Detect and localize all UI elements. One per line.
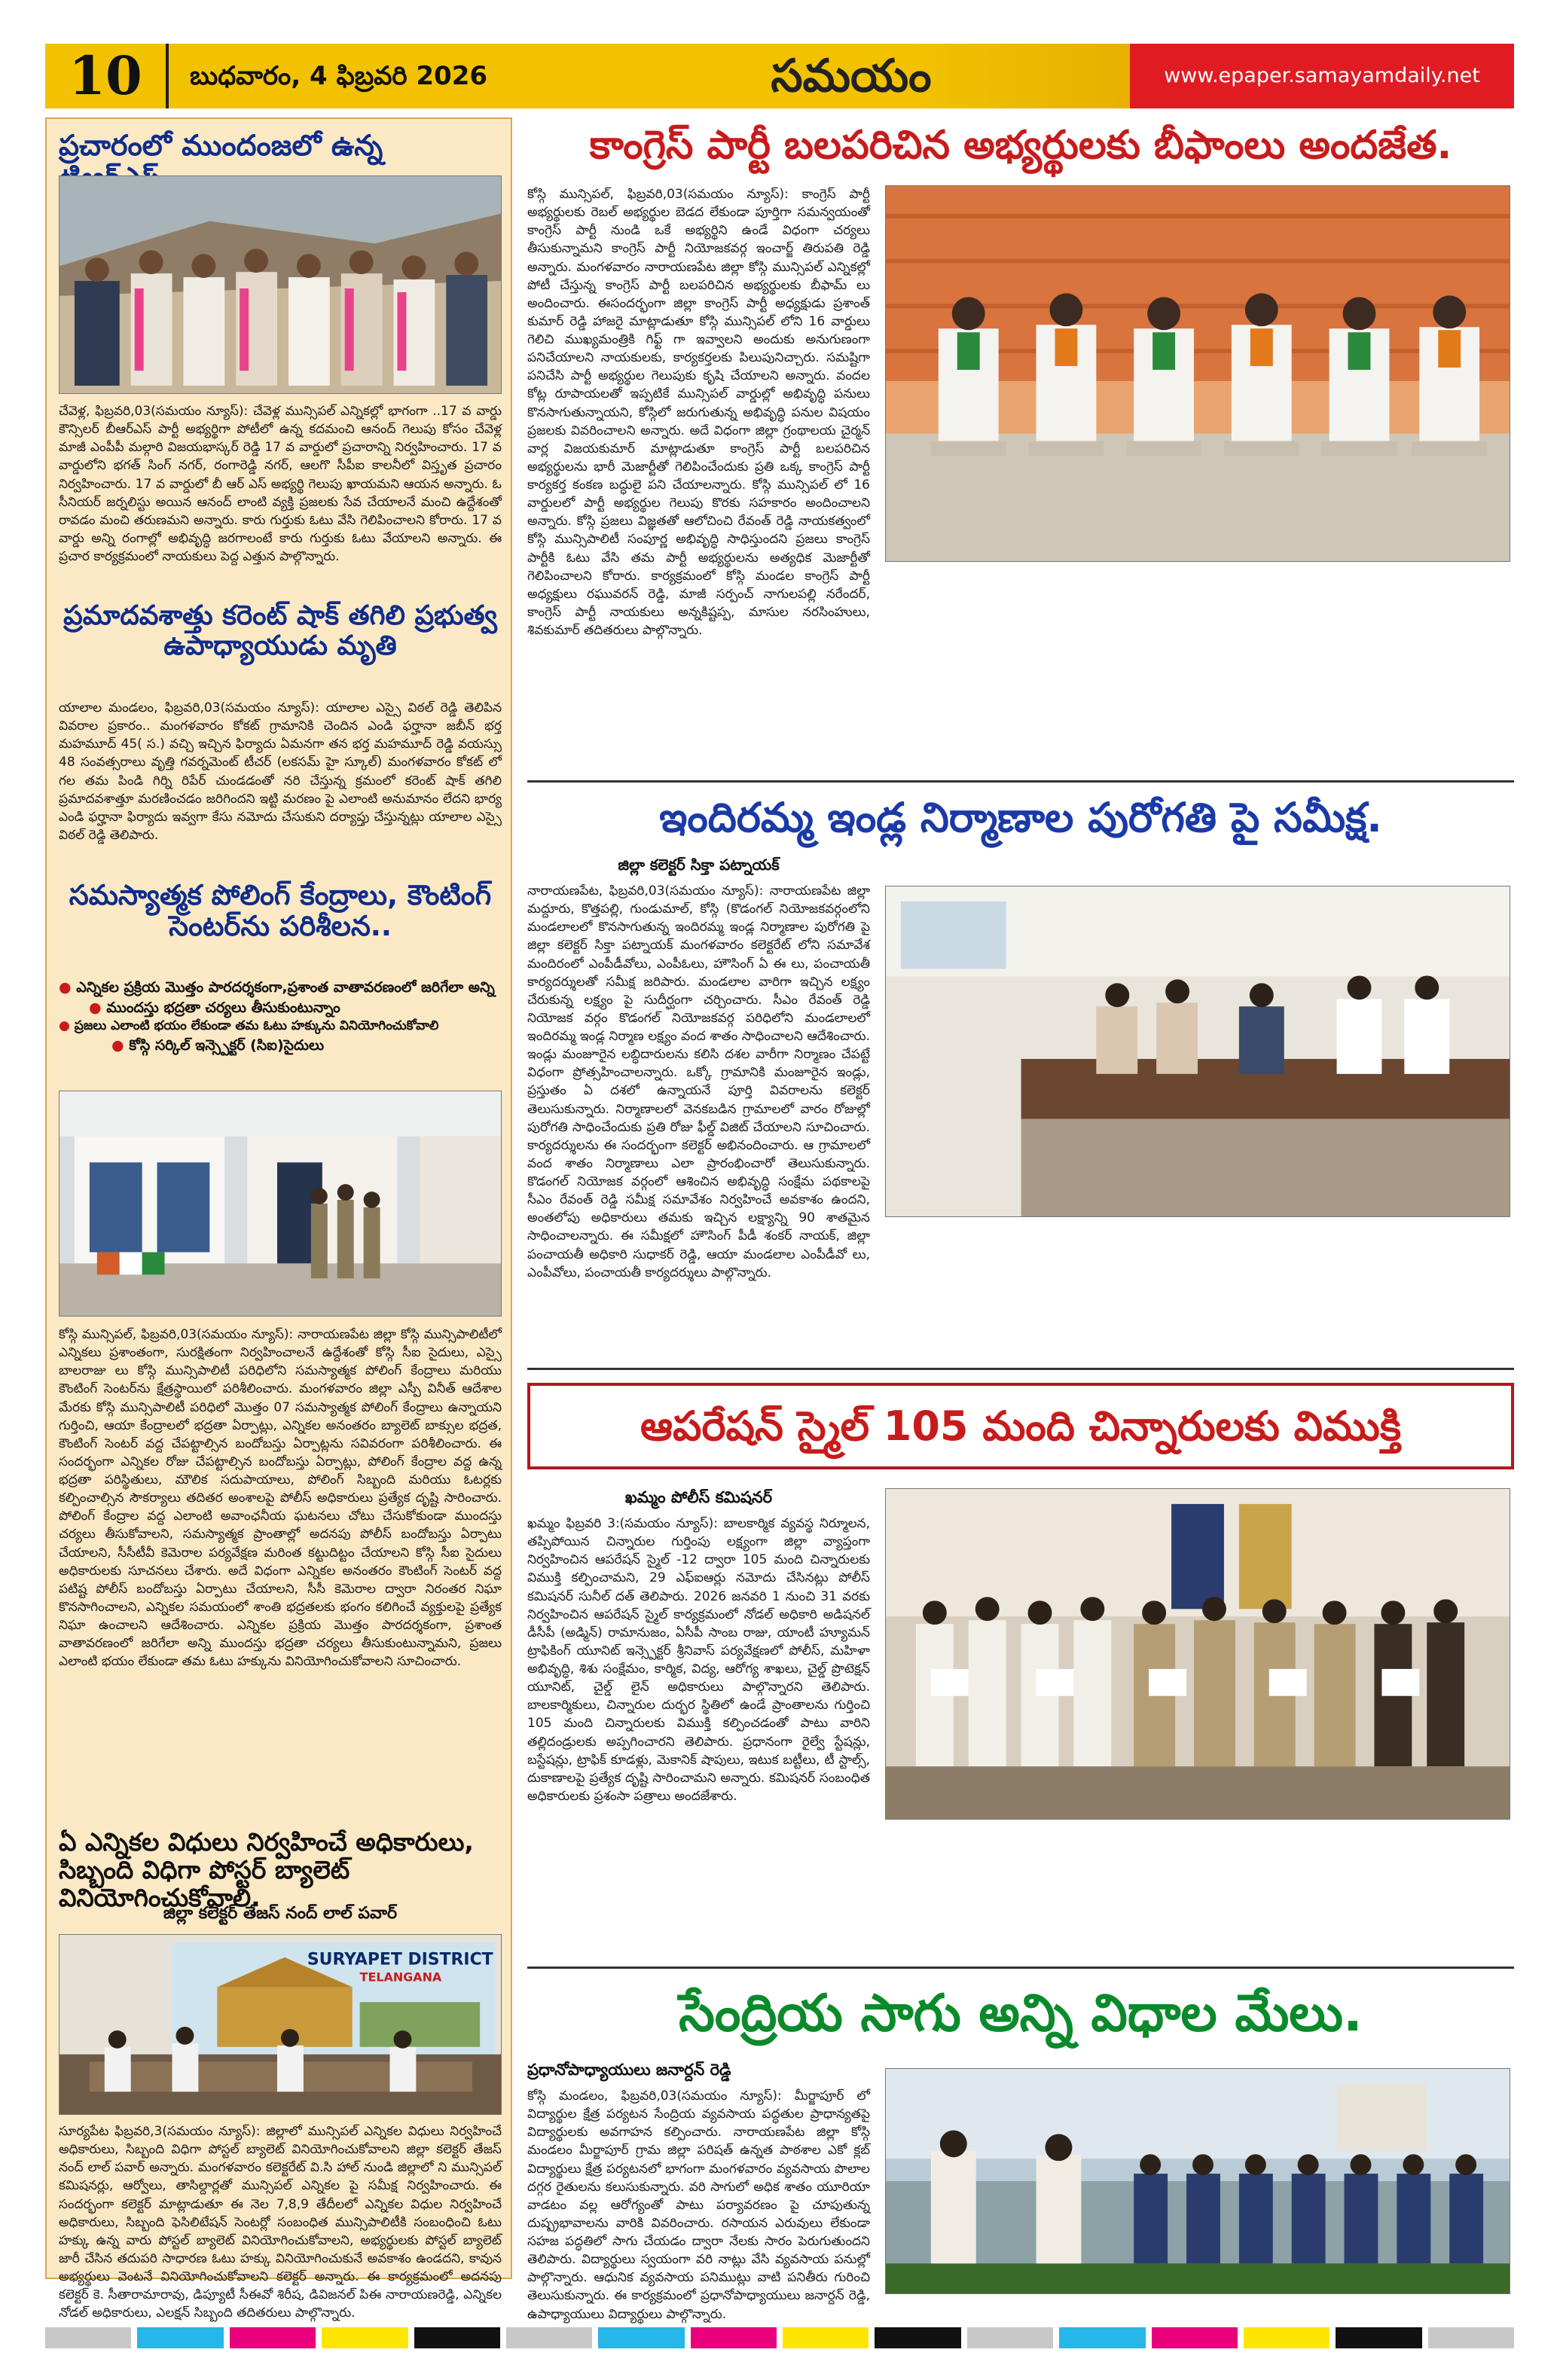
section-divider: [527, 780, 1514, 783]
right-column: [527, 117, 1514, 2322]
right-story3-photo: [885, 1488, 1510, 1820]
bullet-item: ● ముందస్తు భద్రతా చర్యలు తీసుకుంటున్నాం: [59, 998, 502, 1018]
right-story2-body: నారాయణపేట, ఫిబ్రవరి,03(సమయం న్యూస్): నారాయణపేట జిల్లా మద్దూరు, కొత్తపల్లి, గుండుమాల్, కోస్గి (కొడంగల్ నియోజకవర్గంలోని మండలాలలో కొనసాగుతున్న ఇందిరమ్మ ఇండ్ల నిర్మాణాల పురోగతి పై జిల్లా కలెక్టర్ సిక్తా పట్నాయక్ మంగళవారం కలెక్టరేట్ లోని సమావేశ మందిరంలో ఎంపీడీవోలు, ఎంపీఓలు, హౌసింగ్ ఏ ఈ లు, పంచాయతీ కార్యదర్శులతో సమీక్ష జరిపారు. మండలాల వారిగా ఇచ్చిన లక్ష్యం చేరుకున్న లక్ష్యం పై సుదీర్ఘంగా చర్చించారు. సీఎం రేవంత్ రెడ్డి నియోజక వర్గం కొడంగల్ నియోజకవర్గ పరిధిలోని మండలాలలో ఇందిరమ్మ ఇండ్ల నిర్మాణ లక్ష్యం వంద శాతం సాధించాలని ఆదేశించారు. ఇండ్లు మంజూరైన లబ్ధిదారులను కలిసి దశల వారీగా నిర్మాణం చేపట్టే విధంగా ప్రోత్సహించాలన్నారు. ఒక్కో గ్రామానికి మంజూరైన ఇండ్లు, ప్రస్తుతం ఏ దశలో ఉన్నాయనే పూర్తి వివరాలను కలెక్టర్ తెలుసుకున్నారు. నిర్మాణాలలో వెనకబడిన గ్రామాలలో వారం రోజుల్లో పురోగతి సాధించేందుకు ప్రతి రోజు ఫీల్డ్ విజిట్ చేయాలని సూచించారు. కార్యదర్శులను ఈ సందర్భంగా కలెక్టర్ అభినందించారు. ఆ గ్రామాలలో వంద శాతం నిర్మాణాలు ఎలా ప్రారంభించారో తెలుసుకున్నారు. కొడంగల్ నియోజక వర్గంలో ఆశించిన అభివృద్ధి సంక్షేమ పథకాలపై సీఎం రేవంత్ రెడ్డి సమీక్ష సమావేశం నిర్వహించే అవకాశం ఉందని, అంతలోపు అధికారులు తమకు ఇచ్చిన లక్ష్యాన్ని 90 శాతమైన సాధించాలన్నారు. ఈ సమీక్షలో హౌసింగ్ పీడీ శంకర్ నాయక్, జిల్లా పంచాయతీ అధికారి సుధాకర్ రెడ్డి, ఆయా మండలాల ఎంపీడీవో లు, ఎంపీవోలు, పంచాయతీ కార్యదర్శులు పాల్గొన్నారు.: [527, 883, 870, 1280]
right-story3-subhead: ఖమ్మం పోలీస్ కమిషనర్: [624, 1488, 773, 1506]
right-story4-photo: [885, 2068, 1510, 2294]
right-story2-photo: [885, 886, 1510, 1217]
right-story3-headline: ఆపరేషన్ స్మైల్ 105 మంది చిన్నారులకు విముక్తి: [640, 1402, 1402, 1450]
left-column: [45, 117, 512, 2321]
right-story2-headline: ఇందిరమ్మ ఇండ్ల నిర్మాణాల పురోగతి పై సమీక్ష.: [659, 794, 1382, 841]
left-story3-bullets: [59, 978, 502, 1056]
left-story1-body: చేవెళ్ల, ఫిబ్రవరి,03(సమయం న్యూస్): చేవెళ్ల మున్సిపల్ ఎన్నికల్లో భాగంగా ..17 వ వార్డు కౌన్సిలర్ బీఆర్ఎస్ పార్టీ అభ్యర్థిగా పోటీలో ఉన్న కదమంచి ఆనంద్ గెలుపు కోసం చేవెళ్ల మాజీ ఎంపీపీ మల్గారి విజయభాస్కర్ రెడ్డి 17 వ వార్డులో ప్రచారాన్ని నిర్వహించారు. 17 వ వార్డులోని భగత్ సింగ్ నగర్, రంగారెడ్డి నగర్, ఆలగొ సీపీఐ కాలనీలో విస్తృత ప్రచారం నిర్వహించారు. 17 వ వార్డులో బీ ఆర్ ఎస్ అభ్యర్థి గెలుపు ఖాయమని ఆయన అన్నారు. ఓ సీనియర్ జర్నలిస్టు అయిన ఆనంద్ లాంటి వ్యక్తి ప్రజలకు సేవ చేయాలనే మంచి ఉద్దేశంతో రావడం మంచి తరుణమని అన్నారు. కారు గుర్తుకు ఓటు వేసి గెలిపించాలని కోరారు. 17 వ వార్డు అన్ని రంగాల్లో అభివృద్ధి జరగాలంటే కారు గుర్తుకు ఓటు వేయాలని అన్నారు. ఈ ప్రచార కార్యక్రమంలో నాయకులు పెద్ద ఎత్తున పాల్గొన్నారు.: [59, 404, 502, 564]
page-number: 10: [45, 44, 166, 108]
left-story2-body: యాలాల మండలం, ఫిబ్రవరి,03(సమయం న్యూస్): యాలాల ఎస్సై విఠల్ రెడ్డి తెలిపిన వివరాల ప్రకారం.. మంగళవారం కోకట్ గ్రామానికి చెందిన ఎండి ఫర్హానా జబీన్ భర్త మహమూద్ 45( స.) వచ్చి ఇచ్చిన ఫిర్యాదు ఏమనగా తన భర్త మహమూద్ రెడ్డి వయస్సు 48 సంవత్సరాలు వృత్తి గవర్నమెంట్ టీచర్ (లకసమ్ హై స్కూల్) మంగళవారం కోకట్ లో గల తమ పిండి గిర్ని రిపేర్ చుండడంతో నరి చేస్తున్న క్రమంలో కరెంట్ షాక్ తగిలి ప్రమాదవశాత్తూ మరణించడం జరిగిందని ఇట్టి మరణం పై ఎలాంటి అనుమానం లేదని భార్య ఎండి ఫర్హానా ఫిర్యాదు ఇవ్వగా కేసు నమోదు చేసుకుని దర్యాప్తు చేస్తున్నట్లు యాలాల ఎస్సై విఠల్ రెడ్డి తెలిపారు.: [59, 700, 502, 843]
newspaper-brand: సమయం: [572, 44, 1130, 108]
left-story2-headline: ప్రమాదవశాత్తు కరెంట్ షాక్ తగిలి ప్రభుత్వ ఉపాధ్యాయుడు మృతి: [63, 600, 497, 662]
right-story1-body: కోస్గి మున్సిపల్, ఫిబ్రవరి,03(సమయం న్యూస్): కాంగ్రెస్ పార్టీ అభ్యర్థులకు రెబల్ అభ్యర్థుల బెడద లేకుండా పూర్తిగా సమన్వయంతో కాంగ్రెస్ పార్టీ నుండి ఒకే అభ్యర్థిని ఉండే విధంగా చర్యలు తీసుకున్నామని కాంగ్రెస్ పార్టీ నియోజకవర్గ ఇంచార్జ్ తిరుపతి రెడ్డి అన్నారు. మంగళవారం నారాయణపేట జిల్లా కోస్గి మున్సిపల్ ఎన్నికల్లో పోటీ చేస్తున్న కాంగ్రెస్ పార్టీ బలపరిచిన అభ్యర్థులకు బీఫామ్ లు అందించారు. ఈసందర్భంగా జిల్లా కాంగ్రెస్ పార్టీ అధ్యక్షుడు ప్రశాంత్ కుమార్ రెడ్డి హాజరై మాట్లాడుతూ కోస్గి మున్సిపల్ లోని 16 వార్డులు గెలిచి ముఖ్యమంత్రికి గిఫ్ట్ గా ఇవ్వాలని అందుకు అనుగుణంగా పనిచేయాలని నాయకులకు, కార్యకర్తలకు పిలుపునిచ్చారు. సమష్టిగా పనిచేసి పార్టీ అభ్యర్థుల గెలుపుకు కృషి చేయాలని అన్నారు. వందల కోట్ల రూపాయలతో ఇప్పటికే మున్సిపల్ వార్డుల్లో అభివృద్ధి పనులు కొనసాగుతున్నాయని, కోస్గిలో జరుగుతున్న అభివృద్ధి పనుల విషయం ప్రజలకు వివరించాలని అన్నారు. అదే విధంగా జిల్లా గ్రంథాలయ చైర్మన్ వార్ల విజయకుమార్ మాట్లాడుతూ కాంగ్రెస్ పార్టీ బలపరిచిన అభ్యర్థులను భారీ మెజార్టీతో గెలిపించేందుకు ప్రతి ఒక్క కాంగ్రెస్ పార్టీ కార్యకర్త కంకణ బద్ధులై పని చేయాలన్నారు. కోస్గి మున్సిపల్ లో 16 వార్డులలో పార్టీ అభ్యర్థుల గెలుపు కొరకు సహకారం అందించాలని అన్నారు. కోస్గి ప్రజలు విజ్ఞతతో ఆలోచించి రేవంత్ రెడ్డి నాయకత్వంలో కోస్గి మున్సిపాలిటీ సంపూర్ణ అభివృద్ధి సాధిస్తుందని ప్రజలు కాంగ్రెస్ పార్టీకి ఓటు వేసి తమ పార్టీ అభ్యర్థులను అత్యధిక మెజార్టీతో గెలిపించాలని కోరారు. కార్యక్రమంలో కోస్గి మండల కాంగ్రెస్ పార్టీ అధ్యక్షులు రఘువరన్ రెడ్డి, మాజీ సర్పంచ్ నాగులపల్లి నరేందర్, కాంగ్రెస్ పార్టీ నాయకులు అన్నకిష్టప్ప, మాసుల నరసింహులు, శివకుమార్ తదితరులు పాల్గొన్నారు.: [527, 187, 870, 638]
left-story4-subhead: జిల్లా కలెక్టర్ తేజస్ నంద్ లాల్ పవార్: [163, 1904, 398, 1923]
right-story3-body: ఖమ్మం ఫిబ్రవరి 3:(సమయం న్యూస్): బాలకార్మిక వ్యవస్థ నిర్మూలన, తప్పిపోయిన చిన్నారుల గుర్తింపు లక్ష్యంగా జిల్లా వ్యాప్తంగా నిర్వహించిన ఆపరేషన్ స్మైల్ -12 ద్వారా 105 మంది చిన్నారులకు విముక్తి కల్పించామని, 29 ఎఫ్ఐఆర్లు నమోదు చేసినట్లు పోలీస్ కమిషనర్ సునీల్ దత్ తెలిపారు. 2026 జనవరి 1 నుంచి 31 వరకు నిర్వహించిన ఆపరేషన్ స్మైల్ కార్యక్రమంలో నోడల్ అధికారి అడిషనల్ డీసీపీ (అడ్మిన్) రామానుజం, ఏసీపీ సాంబ రాజు, యాంటీ హ్యూమన్ ట్రాఫికింగ్ యూనిట్ ఇన్స్పెక్టర్ శ్రీనివాస్ పర్యవేక్షణలో పోలీస్, మహిళా అభివృద్ధి, శిశు సంక్షేమం, కార్మిక, విద్య, ఆరోగ్య శాఖలు, చైల్డ్ ప్రొటెక్షన్ యూనిట్, చైల్డ్ లైన్ అధికారులు పాల్గొన్నారని తెలిపారు. బాలకార్మికులు, చిన్నారుల దుర్భర స్థితిలో ఉండే ప్రాంతాలను గుర్తించి 105 మంది చిన్నారులకు విముక్తి కల్పించడంతో పాటు వారిని తల్లిదండ్రులకు అప్పగించారని తెలిపారు. ప్రధానంగా రైల్వే స్టేషన్లు, బస్టేషన్లు, ట్రాఫిక్ కూడళ్లు, మెకానిక్ షాపులు, ఇటుక బట్టీలు, టీ స్టాల్స్, దుకాణాలపై ప్రత్యేక దృష్టి సారించామని అన్నారు. కమిషనర్ సంబంధిత అధికారులకు ప్రశంసా పత్రాలు అందజేశారు.: [527, 1516, 870, 1804]
right-story1-headline: కాంగ్రెస్ పార్టీ బలపరిచిన అభ్యర్థులకు బీఫాంలు అందజేత.: [589, 123, 1452, 168]
left-story3-headline: సమస్యాత్మక పోలింగ్ కేంద్రాలు, కౌంటింగ్ సెంటర్‌ను పరిశీలన..: [69, 879, 492, 943]
left-story4-body: సూర్యపేట ఫిబ్రవరి,3(సమయం న్యూస్): జిల్లాలో మున్సిపల్ ఎన్నికల విధులు నిర్వహించే అధికారులు, సిబ్బంది విధిగా పోస్టల్ బ్యాలెట్ వినియోగించుకోవాలని జిల్లా కలెక్టర్ తేజస్ నంద్ లాల్ పవార్ అన్నారు. మంగళవారం కలెక్టరేట్ వి.సి హాల్ నుండి జిల్లాలో ని మున్సిపల్ కమిషనర్లు, ఆర్వోలు, తాసిల్దార్లతో మున్సిపల్ ఎన్నికల పై సమీక్ష నిర్వహించారు. ఈ సందర్భంగా కలెక్టర్ మాట్లాడుతూ ఈ నెల 7,8,9 తేదీలలో ఎన్నికల విధుల నిర్వహించే అధికారులు, సిబ్బంది ఫెసిలిటేషన్ సెంటర్లో సంబంధిత మున్సిపాలిటీకి సంబంధించి ఓటు హక్కు ఉన్న వారు పోస్టల్ బ్యాలెట్ వినియోగించుకోవాలని, అభ్యర్థులకు పోస్టల్ బ్యాలెట్ జారీ చేసిన తదుపరి సాధారణ ఓటు హక్కు వినియోగించుకునే అవకాశం ఉండదని, కావున అభ్యర్థులు వెంటనే వినియోగించుకోవాలని కలెక్టర్ అన్నారు. ఈ కార్యక్రమంలో అదనపు కలెక్టర్ కె. సీతారామారావు, డిప్యూటీ సీఈవో శిరీష, డివిజనల్ పిఈ నారాయణరెడ్డి, ఎన్నికల నోడల్ అధికారులు, ఎలక్షన్ సిబ్బంది తదితరులు పాల్గొన్నారు.: [59, 2124, 502, 2321]
left-story4-headline: ఏ ఎన్నికల విధులు నిర్వహించే అధికారులు, సిబ్బంది విధిగా పోస్టర్ బ్యాలెట్ వినియోగించుకోవాలి.: [59, 1827, 474, 1912]
left-story1-photo: [59, 175, 502, 394]
issue-date: బుధవారం, 4 ఫిబ్రవరి 2026: [166, 44, 572, 108]
banner-text-state: TELANGANA: [359, 1970, 442, 1985]
right-story4-subhead: ప్రధానోపాధ్యాయులు జనార్దన్ రెడ్డి: [527, 2061, 731, 2079]
left-story3-photo: [59, 1091, 502, 1317]
right-story1-photo: [885, 185, 1510, 562]
left-story3-body: కోస్గి మున్సిపల్, ఫిబ్రవరి,03(సమయం న్యూస్): నారాయణపేట జిల్లా కోస్గి మున్సిపాలిటీలో ఎన్నికలు ప్రశాంతంగా, సురక్షితంగా నిర్వహించాలనే ఉద్దేశంతో కోస్గి సీఐ సైదులు, ఎస్సై బాలరాజు లు కోస్గి మున్సిపాలిటీ పరిధిలోని సమస్యాత్మక పోలింగ్ కేంద్రాలు మరియు కౌంటింగ్ సెంటర్‌ను క్షేత్రస్థాయిలో పరిశీలించారు. మంగళవారం జిల్లా ఎస్పీ వినీత్ ఆదేశాల మేరకు కోస్గి మున్సిపాలిటీ పరిధిలో మొత్తం 07 సమస్యాత్మక పోలింగ్ కేంద్రాలు ఉన్నాయని గుర్తించి, ఆయా కేంద్రాలలో భద్రతా ఏర్పాట్లు, ఎన్నికల అనంతరం బ్యాలెట్ బాక్సుల భద్రత, కౌంటింగ్ సెంటర్ వద్ద చేపట్టాల్సిన బందోబస్తు ఏర్పాట్లను సవివరంగా పరిశీలించారు. ఈ సందర్భంగా ఎన్నికల రోజు చేపట్టాల్సిన బందోబస్తు ఏర్పాట్లు, పోలింగ్ కేంద్రాల వద్ద ఉన్న భద్రతా పరిస్థితులు, మౌలిక సదుపాయాలు, పోలింగ్ సిబ్బంది మరియు ఓటర్లకు కల్పించాల్సిన సౌకర్యాలు తదితర అంశాలపై పోలీస్ అధికారులు ప్రత్యేక దృష్టి సారించారు. పోలింగ్ కేంద్రాల వద్ద ఎలాంటి అవాంఛనీయ ఘటనలు చోటు చేసుకోకుండా ముందస్తు చర్యలు తీసుకోవాలని, సమస్యాత్మక ప్రాంతాల్లో అదనపు పోలీస్ బందోబస్తు ఏర్పాటు చేయాలని, సీసీటీవీ కెమెరాల పర్యవేక్షణ మరింత కట్టుదిట్టం చేయాలని కోస్గి సీఐ సైదులు అధికారులకు సూచనలు చేశారు. అదే విధంగా ఎన్నికల అనంతరం కౌంటింగ్ సెంటర్ వద్ద పటిష్ట పోలీస్ బందోబస్తు ఏర్పాటు చేయాలని, సీసీ కెమెరాల ద్వారా నిరంతర నిఘా కొనసాగించాలని, ఎన్నికల సమయంలో శాంతి భద్రతలకు భంగం కలిగించే వ్యక్తులపై ప్రత్యేక నిఘా ఉంచాలని ఆదేశించారు. ఎన్నికల ప్రక్రియ మొత్తం పారదర్శకంగా, ప్రశాంత వాతావరణంలో జరిగేలా అన్ని ముందస్తు భద్రతా చర్యలు తీసుకుంటున్నామని, ప్రజలు ఎలాంటి భయం లేకుండా తమ ఓటు హక్కును వినియోగించుకోవాలని సూచించారు.: [59, 1327, 502, 1670]
right-story3-headline-box: [527, 1383, 1514, 1469]
left-story1-headline: ప్రచారంలో ముందంజలో ఉన్న: [59, 129, 383, 162]
print-color-bar: [45, 2327, 1514, 2348]
epaper-url[interactable]: www.epaper.samayamdaily.net: [1130, 44, 1514, 108]
banner-text-district: SURYAPET DISTRICT: [307, 1950, 493, 1970]
left-story4-photo: [59, 1934, 502, 2115]
right-story2-subhead: జిల్లా కలెక్టర్ సిక్తా పట్నాయక్: [618, 856, 780, 874]
bullet-item: ● కోస్గి సర్కిల్ ఇన్స్పెక్టర్ (సిఐ)సైదులు: [59, 1036, 502, 1056]
right-story4-body: కోస్గి మండలం, ఫిబ్రవరి,03(సమయం న్యూస్): మీర్జాపూర్ లో విద్యార్థుల క్షేత్ర పర్యటన సేంద్రియ వ్యవసాయ పద్ధతుల ప్రాధాన్యతపై విద్యార్థులకు అవగాహన కల్పించారు. నారాయణపేట జిల్లా కోస్గి మండలం మీర్జాపూర్ గ్రామ జిల్లా పరిషత్ ఉన్నత పాఠశాల ఎకో క్లబ్ విద్యార్థులు క్షేత్ర పర్యటనలో భాగంగా మంగళవారం వ్యవసాయ పొలాల దగ్గర రైతులను కలుసుకున్నారు. వరి సాగులో అధిక శాతం యూరియా వాడటం వల్ల ఆరోగ్యంతో పాటు పర్యావరణం పై చూపుతున్న దుష్ప్రభావాలను వారికి వివరించారు. రసాయన ఎరువులు లేకుండా సహజ పద్ధతిలో సాగు చేయడం ద్వారా నేలకు సారం పెరుగుతుందని తెలిపారు. విద్యార్థులు స్వయంగా వరి నాట్లు వేసి వ్యవసాయ పనుల్లో పాల్గొన్నారు. ఆధునిక వ్యవసాయ పనిముట్లు వాటి పనితీరు గురించి తెలుసుకున్నారు. ఈ కార్యక్రమంలో ప్రధానోపాధ్యాయులు జనార్దన్ రెడ్డి, ఉపాధ్యాయులు విద్యార్థులు పాల్గొన్నారు.: [527, 2089, 870, 2322]
bullet-item: ● ప్రజలు ఎలాంటి భయం లేకుండా తమ ఓటు హక్కును వినియోగించుకోవాలి: [59, 1018, 502, 1036]
right-story4-headline: సేంద్రియ సాగు అన్ని విధాల మేలు.: [679, 1984, 1363, 2043]
section-divider: [527, 1967, 1514, 1969]
masthead: [45, 44, 1514, 108]
bullet-item: ● ఎన్నికల ప్రక్రియ మొత్తం పారదర్శకంగా,ప్రశాంత వాతావరణంలో జరిగేలా అన్ని: [59, 978, 502, 998]
section-divider: [527, 1368, 1514, 1370]
